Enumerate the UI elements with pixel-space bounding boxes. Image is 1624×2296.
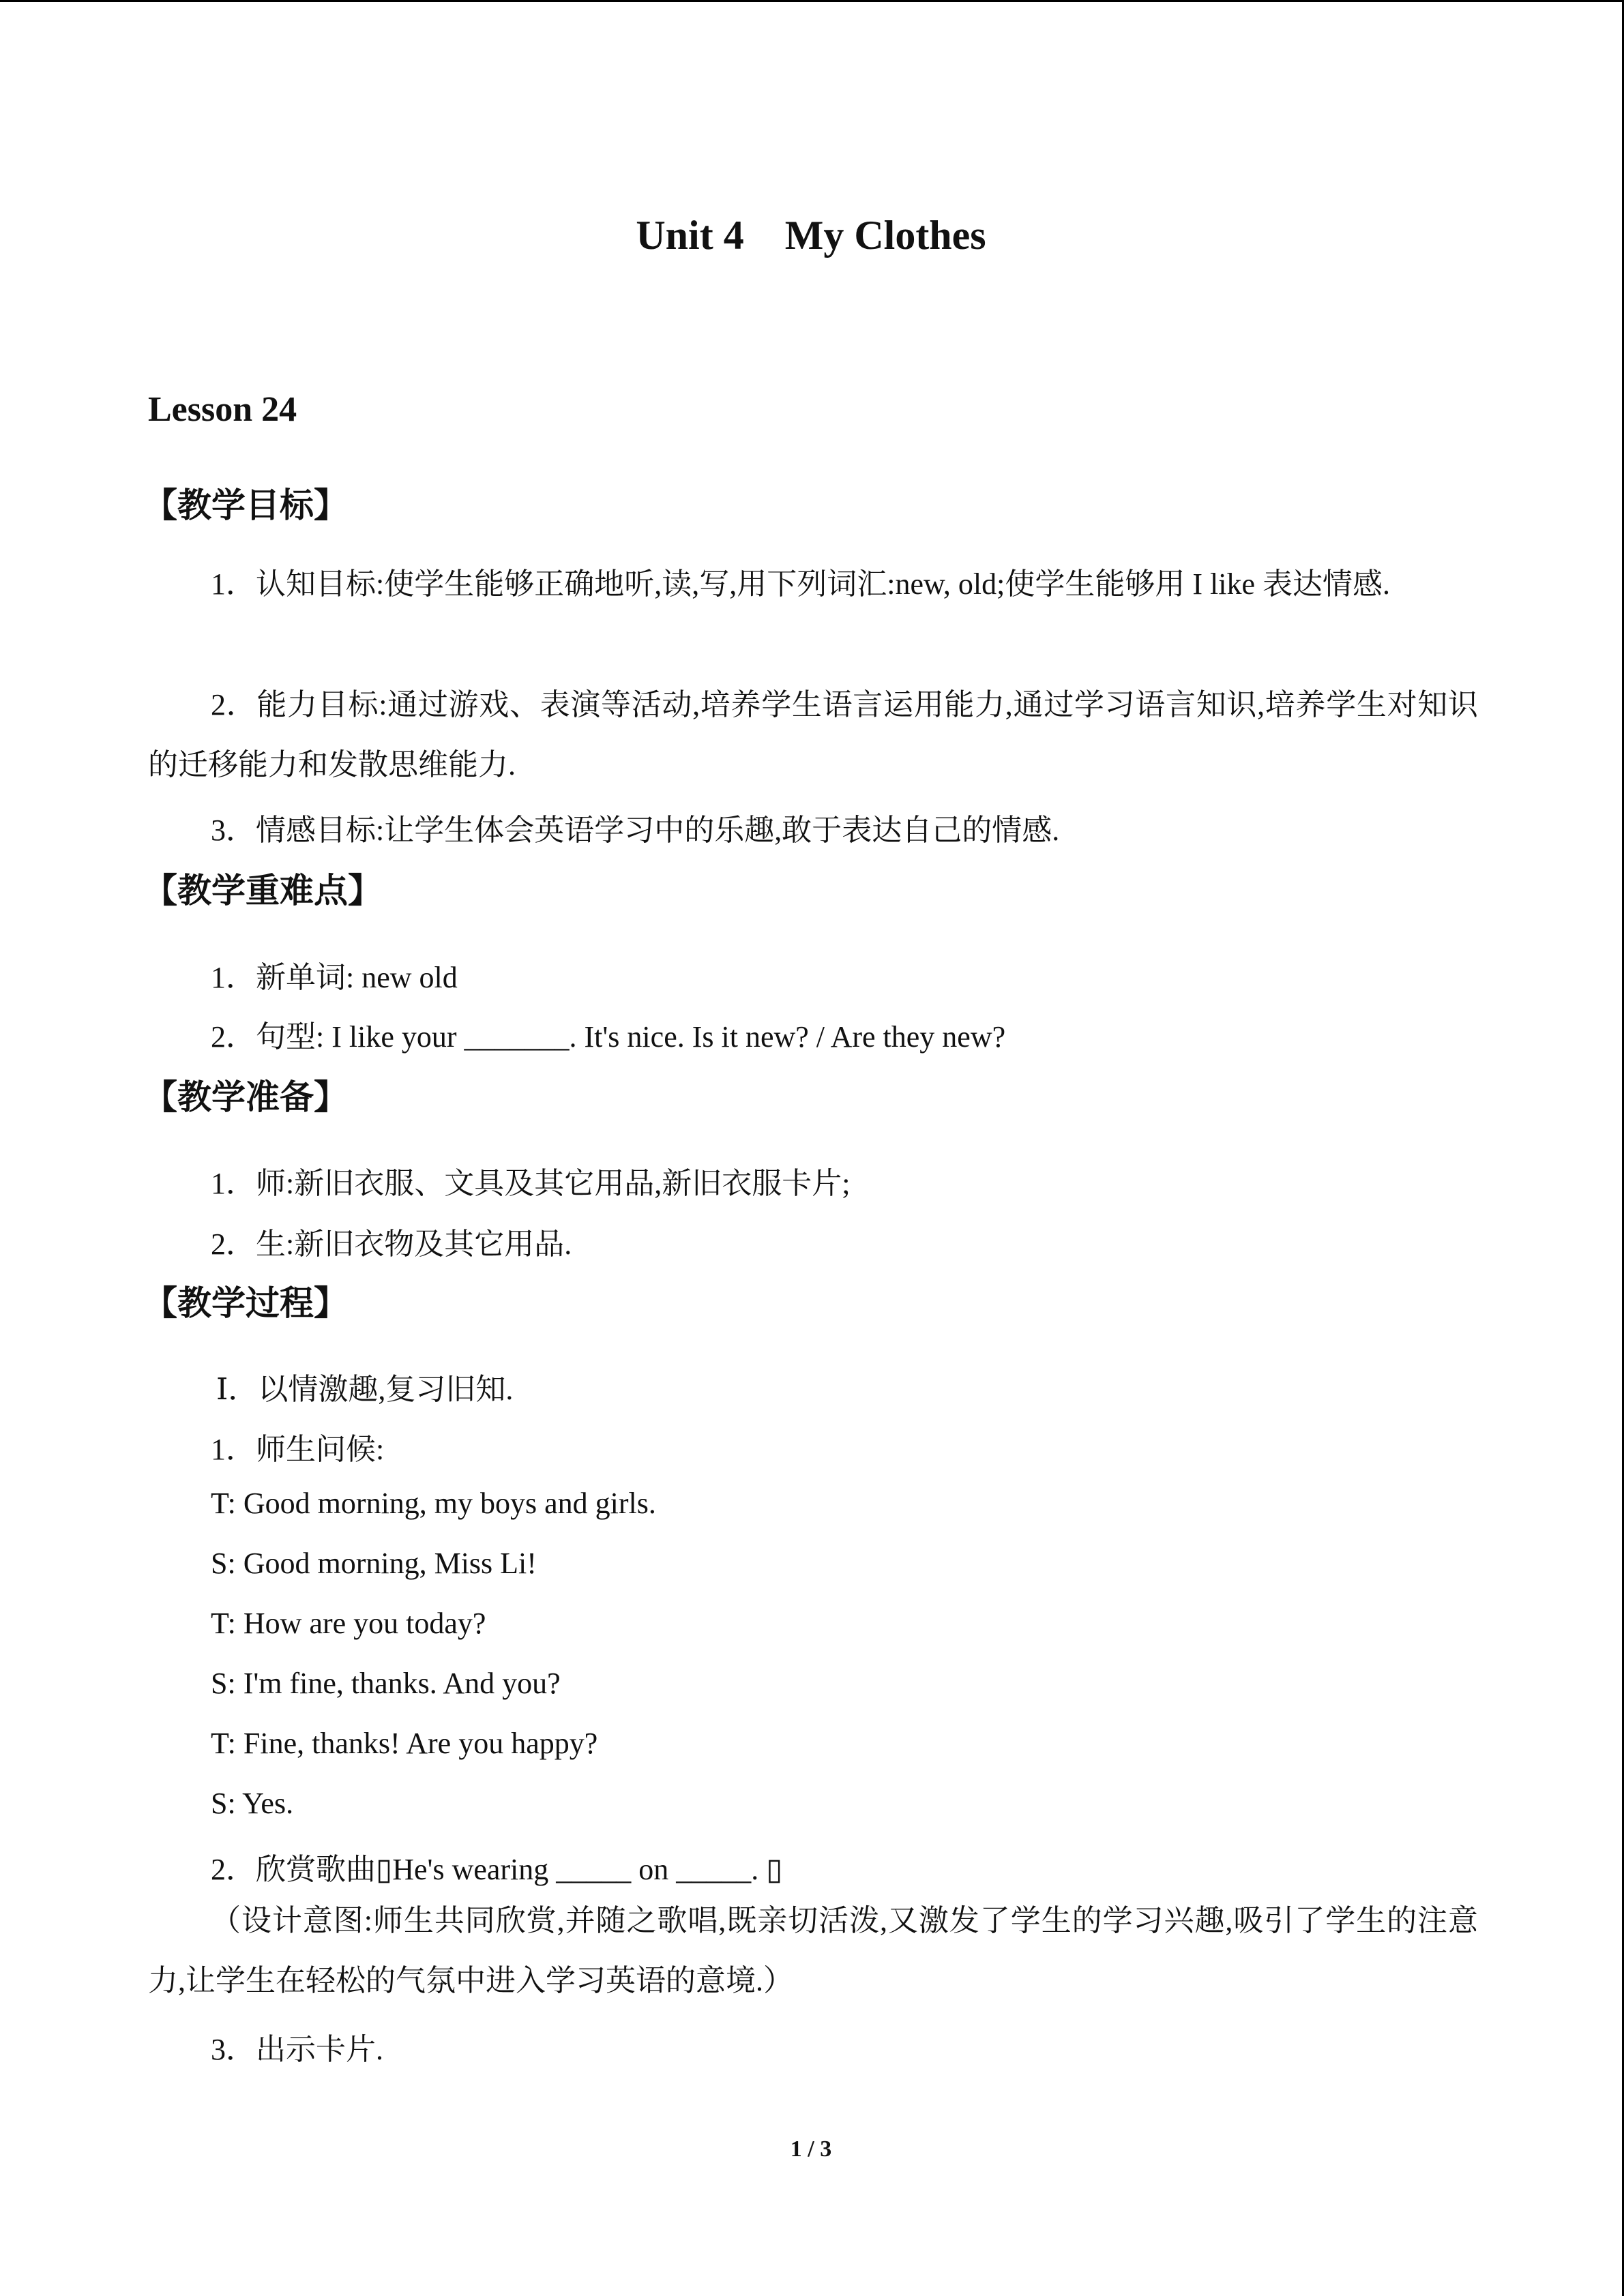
process-step-one: Ⅰ．以情激趣,复习旧知. [216,1373,514,1406]
dialogue-line: T: Fine, thanks! Are you happy? [211,1727,598,1760]
dialogue-line: S: Good morning, Miss Li! [211,1547,537,1580]
page-number: 1 / 3 [790,2136,832,2162]
dialogue-line: T: Good morning, my boys and girls. [211,1487,656,1520]
objective-item-1: 1．认知目标:使学生能够正确地听,读,写,用下列词汇:new, old;使学生能够用 I like 表达情感. [211,567,1390,601]
section-heading-process: 【教学过程】 [143,1283,348,1323]
design-note: （设计意图:师生共同欣赏,并随之歌唱,既亲切活泼,又激发了学生的学习兴趣,吸引了学生的注意力,让学生在轻松的气氛中进入学习英语的意境.） [148,1904,1478,1997]
song-item: 2．欣赏歌曲▯He's wearing _____ on _____. ▯ [211,1853,783,1886]
greeting-label: 1．师生问候: [211,1433,385,1466]
key-point-item-1: 1．新单词: new old [211,961,458,994]
dialogue-line: S: I'm fine, thanks. And you? [211,1667,561,1700]
lesson-label: Lesson 24 [148,390,297,429]
cards-item: 3．出示卡片. [211,2033,383,2066]
key-point-item-2: 2．句型: I like your _______. It's nice. Is it new? / Are they new? [211,1020,1006,1054]
section-heading-preparation: 【教学准备】 [143,1077,348,1117]
document-title: Unit 4 My Clothes [636,213,986,258]
preparation-item-1: 1．师:新旧衣服、文具及其它用品,新旧衣服卡片; [211,1167,851,1200]
dialogue-line: T: How are you today? [211,1607,486,1640]
dialogue-line: S: Yes. [211,1787,294,1820]
objective-item-2: 2．能力目标:通过游戏、表演等活动,培养学生语言运用能力,通过学习语言知识,培养学生对知识的迁移能力和发散思维能力. [148,688,1478,781]
section-heading-key-points: 【教学重难点】 [143,871,382,910]
preparation-item-2: 2．生:新旧衣物及其它用品. [211,1227,572,1261]
objective-item-3: 3．情感目标:让学生体会英语学习中的乐趣,敢于表达自己的情感. [211,814,1060,847]
section-heading-objectives: 【教学目标】 [143,486,348,525]
